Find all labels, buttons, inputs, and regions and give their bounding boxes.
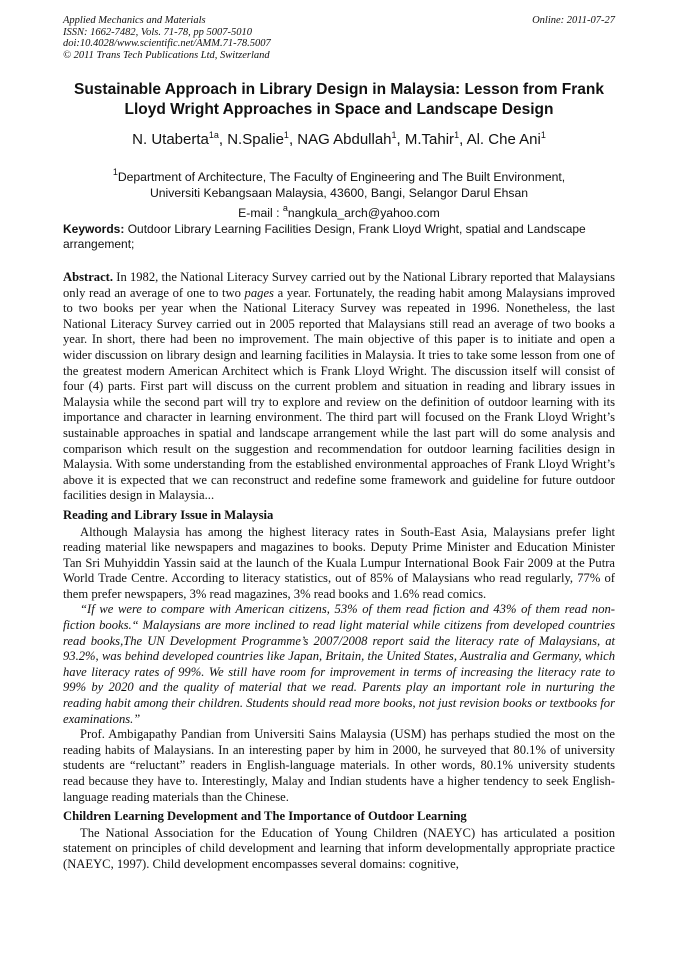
author-sup: 1 — [540, 130, 546, 140]
author-sup: 1 — [391, 130, 397, 140]
affiliation-sup: 1 — [112, 167, 118, 177]
copyright-line: © 2011 Trans Tech Publications Ltd, Switzerland — [63, 49, 270, 61]
abstract-text-part-2: a year. Fortunately, the reading habit among Malaysians improved to two books per year when the National Literacy Survey was repeated in 1996. Nonetheless, the last National Literacy Survey carried out in 2005 reported that Malaysians still read an average of two books a year. In short, there had been no improvement. The main objective of this paper is to initiate and open a wider discussion on library design and learning facilities in Malaysia. It tries to take some lesson from one of the greatest modern American Architect which is Frank Lloyd Wright. The discussion itself will consist of four (4) parts. First part will discuss on the current problem and situation in reading and library issues in Malaysia while the second part will try to explore and review on the definition of outdoor learning with its importance and character in learning environment. The third part will focused on the Frank Lloyd Wright’s sustainable approaches in spatial and landscape arrangement while the last part will do some analysis and comparison which result on the suggestion and recommendation for outdoor learning facilities design in Malaysia. With some understanding from the established environmental approaches of Frank Lloyd Wright’s above it is expected that we can reconstruct and redefine some framework and guideline for future outdoor facilities design in Malaysia... — [63, 285, 615, 503]
author-sup: 1 — [283, 130, 289, 140]
section2-paragraph-1: The National Association for the Education of Young Children (NAEYC) has articulated a position statement on principles of child development and learning that inform developmentally appropriate practice (NAEYC, 1997). Child development encompasses several domains: cognitive, — [63, 825, 615, 871]
author-name: M.Tahir — [404, 131, 455, 148]
keywords — [63, 222, 615, 252]
journal-header — [63, 15, 615, 61]
keywords-label: Keywords: — [63, 222, 125, 236]
paper-title: Sustainable Approach in Library Design in Malaysia: Lesson from Frank Lloyd Wright Approaches in Space and Landscape Design — [74, 81, 604, 118]
abstract-label: Abstract. — [63, 270, 114, 284]
paper-body — [63, 270, 615, 873]
journal-name: Applied Mechanics and Materials — [63, 15, 206, 26]
author-sup: 1 — [454, 130, 460, 140]
abstract — [63, 270, 615, 504]
author-name: NAG Abdullah — [297, 131, 392, 148]
abstract-italic-word: pages — [244, 285, 274, 300]
doi-line: doi:10.4028/www.scientific.net/AMM.71-78.5007 — [63, 38, 271, 49]
online-date: Online: 2011-07-27 — [532, 15, 615, 26]
section1-quote: “If we were to compare with American citizens, 53% of them read fiction and 43% of them read non-fiction books.“ Malaysians are more inclined to read light material while citizens from developed countries read books,The UN Development Programme’s 2007/2008 report said the literacy rate of Malaysians, at 93.2%, was behind developed countries like Japan, Britain, the United States, Australia and Germany, which have literacy rates of 99%. We still have room for improvement in terms of increasing the literacy rate to 99% by 2020 and the quality of material that we read. Parents play an important role in nurturing the reading habit among their children. Students should read more books, not just revision books or textbooks for examinations.” — [63, 602, 615, 726]
author-sup: 1a — [208, 130, 219, 140]
email-label: E-mail : — [238, 206, 283, 220]
section-heading-children: Children Learning Development and The Importance of Outdoor Learning — [63, 809, 467, 824]
email-sup: a — [282, 203, 288, 213]
author-list: N. Utaberta$^{1a}$, N.Spalie$^1$, NAG Abdullah$^1$, M.Tahir$^1$, Al. Che Ani$^1$ — [132, 130, 546, 148]
section-heading-reading: Reading and Library Issue in Malaysia — [63, 507, 274, 522]
author-name: N.Spalie — [227, 131, 284, 148]
affiliation — [63, 165, 615, 222]
affiliation-line-2: Universiti Kebangsaan Malaysia, 43600, Bangi, Selangor Darul Ehsan — [149, 185, 529, 200]
email-address: nangkula_arch@yahoo.com — [287, 206, 440, 220]
issn-line: ISSN: 1662-7482, Vols. 71-78, pp 5007-5010 — [63, 26, 252, 38]
section1-paragraph-1: Although Malaysia has among the highest literacy rates in South-East Asia, Malaysians prefer light reading material like newspapers and magazines to books. Deputy Prime Minister and Education Minister Tan Sri Muhyiddin Yassin said at the launch of the Kuala Lumpur International Book Fair 2009 at the Putra World Trade Centre. According to literacy statistics, out of 85% of Malaysians who read regularly, 77% of them prefer newspapers, 3% read magazines, 3% read books and 1.6% read comics. — [63, 524, 615, 601]
abstract-text-part-1: In 1982, the National Literacy Survey carried out by the National Library reported that Malaysians only read an average of one to two — [63, 270, 615, 300]
author-name: Al. Che Ani — [466, 131, 541, 148]
keywords-text: Outdoor Library Learning Facilities Design, Frank Lloyd Wright, spatial and Landscape arrangement; — [63, 222, 586, 251]
affiliation-line-1: Department of Architecture, The Faculty of Engineering and The Built Environment, — [117, 170, 566, 184]
author-name: N. Utaberta — [132, 131, 209, 148]
section1-paragraph-2: Prof. Ambigapathy Pandian from Universiti Sains Malaysia (USM) has perhaps studied the most on the reading habits of Malaysians. In an interesting paper by him in 2000, he surveyed that 80.1% of university students are “reluctant” readers in English-language materials. In other words, 80.1% university students read because they have to. Interestingly, Malay and Indian students have a higher tendency to seek English-language reading materials than the Chinese. — [63, 727, 615, 804]
